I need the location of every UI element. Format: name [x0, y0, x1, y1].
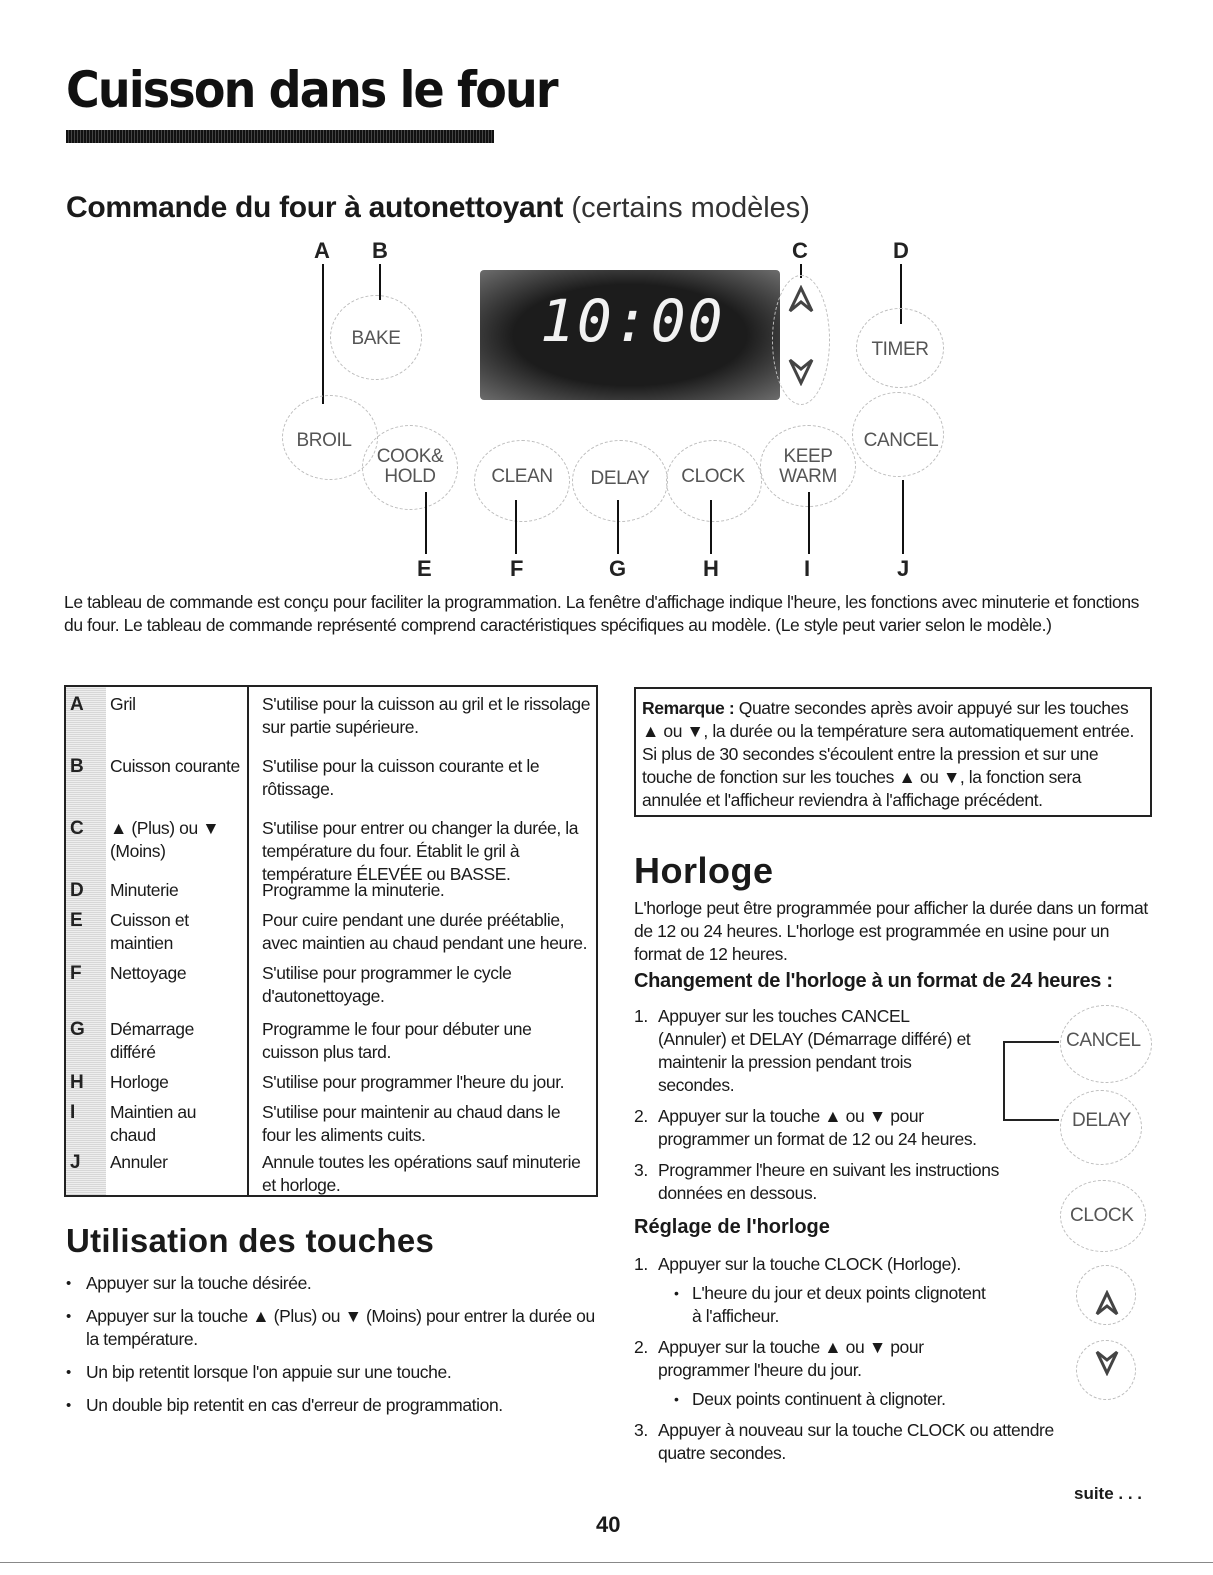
continued-label: suite . . . — [1074, 1484, 1143, 1503]
note-label: Remarque : — [642, 698, 735, 718]
utilisation-list — [66, 1272, 596, 1427]
row-letter: E — [70, 910, 83, 931]
cancel-delay-bracket — [1003, 1041, 1059, 1121]
row-desc: S'utilise pour la cuisson courante et le rôtissage. — [262, 756, 540, 799]
list-item: 2. Appuyer sur la touche ▲ ou ▼ pour programmer un format de 12 ou 24 heures. — [634, 1106, 977, 1149]
row-desc: S'utilise pour entrer ou changer la durée, la température du four. Établit le gril à température ÉLEVÉE ou BASSE. — [262, 818, 579, 884]
clean-button-label: CLEAN — [491, 466, 553, 487]
sub-list — [658, 1388, 954, 1411]
label-i: I — [804, 556, 811, 581]
row-desc: Programme la minuterie. — [262, 880, 445, 900]
label-e: E — [417, 556, 432, 581]
row-name: Minuterie — [110, 880, 179, 900]
list-item: • Un bip retentit lorsque l'on appuie sur une touche. — [66, 1361, 596, 1384]
clock-button-label: CLOCK — [681, 466, 745, 487]
horloge-heading: Horloge — [634, 850, 774, 891]
cook-hold-button-label-2: HOLD — [384, 466, 436, 487]
step-text: Appuyer sur la touche CLOCK (Horloge). — [658, 1254, 961, 1274]
cancel-button-label: CANCEL — [863, 430, 939, 451]
sub-list — [658, 1282, 988, 1328]
intro-paragraph: Le tableau de commande est conçu pour faciliter la programmation. La fenêtre d'affichage indique l'heure, les fonctions avec minuterie et fonctions du four. Le tableau de commande représenté comprend caractéristiques spécifiques au modèle. (Le style peut varier selon le modèle.) — [64, 592, 1140, 635]
list-item: • Appuyer sur la touche désirée. — [66, 1272, 596, 1295]
down-chevron-icon — [788, 358, 814, 386]
title-underline — [66, 130, 494, 143]
row-name: Cuisson et maintien — [110, 910, 189, 953]
row-letter: G — [70, 1019, 85, 1040]
leader-a — [322, 264, 324, 404]
leader-e — [425, 492, 427, 554]
side-clock-label: CLOCK — [1070, 1205, 1134, 1226]
row-desc: S'utilise pour programmer le cycle d'autonettoyage. — [262, 963, 512, 1006]
up-arrow-button[interactable] — [788, 285, 814, 321]
row-name: Démarrage différé — [110, 1019, 194, 1062]
row-name: ▲ (Plus) ou ▼ (Moins) — [110, 818, 220, 861]
horloge-intro: L'horloge peut être programmée pour afficher la durée dans un format de 12 ou 24 heures. L'horloge est programmée en usine pour un format de 12 heures. — [634, 898, 1148, 964]
page-number: 40 — [596, 1512, 621, 1537]
side-cancel-label: CANCEL — [1066, 1030, 1141, 1051]
label-b: B — [372, 238, 388, 263]
row-desc: Pour cuire pendant une durée préétablie, avec maintien au chaud pendant une heure. — [262, 910, 588, 953]
note-box — [634, 687, 1152, 817]
leader-g — [617, 500, 619, 554]
row-desc: Annule toutes les opérations sauf minuterie et horloge. — [262, 1152, 581, 1195]
label-j: J — [897, 556, 910, 581]
step-text: Programmer l'heure en suivant les instructions données en dessous. — [658, 1160, 999, 1203]
change-format-steps — [634, 1005, 1004, 1213]
list-item: • Deux points continuent à clignoter. — [674, 1388, 954, 1411]
row-letter: B — [70, 756, 84, 777]
up-chevron-icon — [788, 285, 814, 313]
section-heading-light: (certains modèles) — [571, 192, 810, 224]
keep-warm-button-label-1: KEEP — [783, 446, 833, 467]
label-g: G — [609, 556, 627, 581]
label-f: F — [510, 556, 524, 581]
row-desc: S'utilise pour la cuisson au gril et le rissolage sur partie supérieure. — [262, 694, 591, 737]
row-desc: S'utilise pour programmer l'heure du jour. — [262, 1072, 565, 1092]
row-letter: D — [70, 880, 84, 901]
row-letter: J — [70, 1152, 81, 1173]
list-item: 1. Appuyer sur les touches CANCEL (Annuler) et DELAY (Démarrage différé) et maintenir la pression pendant trois secondes. — [634, 1006, 971, 1095]
delay-button-label: DELAY — [590, 468, 650, 489]
section-heading-bold: Commande du four à autonettoyant — [66, 191, 564, 224]
utilisation-heading: Utilisation des touches — [66, 1222, 435, 1259]
reglage-steps — [634, 1253, 1134, 1473]
row-desc: S'utilise pour maintenir au chaud dans le four les aliments cuits. — [262, 1102, 561, 1145]
column-divider — [247, 687, 249, 1195]
step-text: Appuyer à nouveau sur la touche CLOCK ou attendre quatre secondes. — [658, 1420, 1054, 1463]
list-item: • L'heure du jour et deux points clignotent à l'afficheur. — [674, 1282, 988, 1328]
up-chevron-icon — [1095, 1290, 1119, 1316]
keep-warm-button-label-2: WARM — [779, 466, 837, 487]
list-item: 3. Programmer l'heure en suivant les instructions données en dessous. — [634, 1160, 999, 1203]
row-letter: H — [70, 1072, 84, 1093]
features-table — [64, 685, 598, 1197]
timer-button-label: TIMER — [871, 339, 929, 360]
page-title: Cuisson dans le four — [66, 61, 557, 119]
down-chevron-icon — [1095, 1350, 1119, 1376]
label-h: H — [703, 556, 719, 581]
leader-h — [710, 500, 712, 554]
leader-i — [808, 492, 810, 554]
row-name: Nettoyage — [110, 963, 187, 983]
bake-button-label: BAKE — [351, 328, 401, 349]
label-d: D — [893, 238, 909, 263]
step-text: Appuyer sur la touche ▲ ou ▼ pour programmer l'heure du jour. — [658, 1337, 924, 1380]
side-delay-label: DELAY — [1072, 1110, 1131, 1131]
label-c: C — [792, 238, 808, 263]
row-letter: C — [70, 818, 84, 839]
note-text: Quatre secondes après avoir appuyé sur les touches ▲ ou ▼, la durée ou la température sera automatiquement entrée. Si plus de 30 secondes s'écoulent entre la pression et sur une touche de fonction sur les touches ▲ ou ▼, la fonction sera annulée et l'afficheur reviendra à l'affichage précédent. — [642, 698, 1134, 810]
section-heading — [66, 188, 810, 228]
list-item: 2. Appuyer sur la touche ▲ ou ▼ pour programmer l'heure du jour. • Deux points continuent à clignoter. — [634, 1336, 954, 1411]
row-name: Horloge — [110, 1072, 169, 1092]
list-item: 3. Appuyer à nouveau sur la touche CLOCK ou attendre quatre secondes. — [634, 1420, 1054, 1463]
list-item: • Appuyer sur la touche ▲ (Plus) ou ▼ (Moins) pour entrer la durée ou la température. — [66, 1305, 596, 1351]
down-arrow-button[interactable] — [788, 358, 814, 394]
change-format-heading: Changement de l'horloge à un format de 24 heures : — [634, 970, 1113, 992]
row-desc: Programme le four pour débuter une cuisson plus tard. — [262, 1019, 532, 1062]
list-item: 1. Appuyer sur la touche CLOCK (Horloge). • L'heure du jour et deux points clignotent à l'afficheur. — [634, 1253, 1134, 1328]
row-name: Annuler — [110, 1152, 168, 1172]
display-time: 10:00 — [540, 287, 725, 355]
step-text: Appuyer sur la touche ▲ ou ▼ pour programmer un format de 12 ou 24 heures. — [658, 1106, 977, 1149]
label-a: A — [314, 238, 330, 263]
reglage-heading: Réglage de l'horloge — [634, 1216, 830, 1238]
row-letter: F — [70, 963, 82, 984]
row-letter: A — [70, 694, 84, 715]
leader-j — [902, 480, 904, 554]
leader-f — [515, 500, 517, 554]
row-name: Gril — [110, 694, 136, 714]
step-text: Appuyer sur les touches CANCEL (Annuler) et DELAY (Démarrage différé) et maintenir la pression pendant trois secondes. — [658, 1006, 971, 1095]
list-item: • Un double bip retentit en cas d'erreur de programmation. — [66, 1394, 596, 1417]
row-letter: I — [70, 1102, 75, 1123]
bottom-rule — [0, 1562, 1213, 1563]
row-name: Maintien au chaud — [110, 1102, 197, 1145]
cook-hold-button-label-1: COOK& — [376, 446, 444, 467]
row-name: Cuisson courante — [110, 756, 240, 776]
broil-button-label: BROIL — [296, 430, 352, 451]
